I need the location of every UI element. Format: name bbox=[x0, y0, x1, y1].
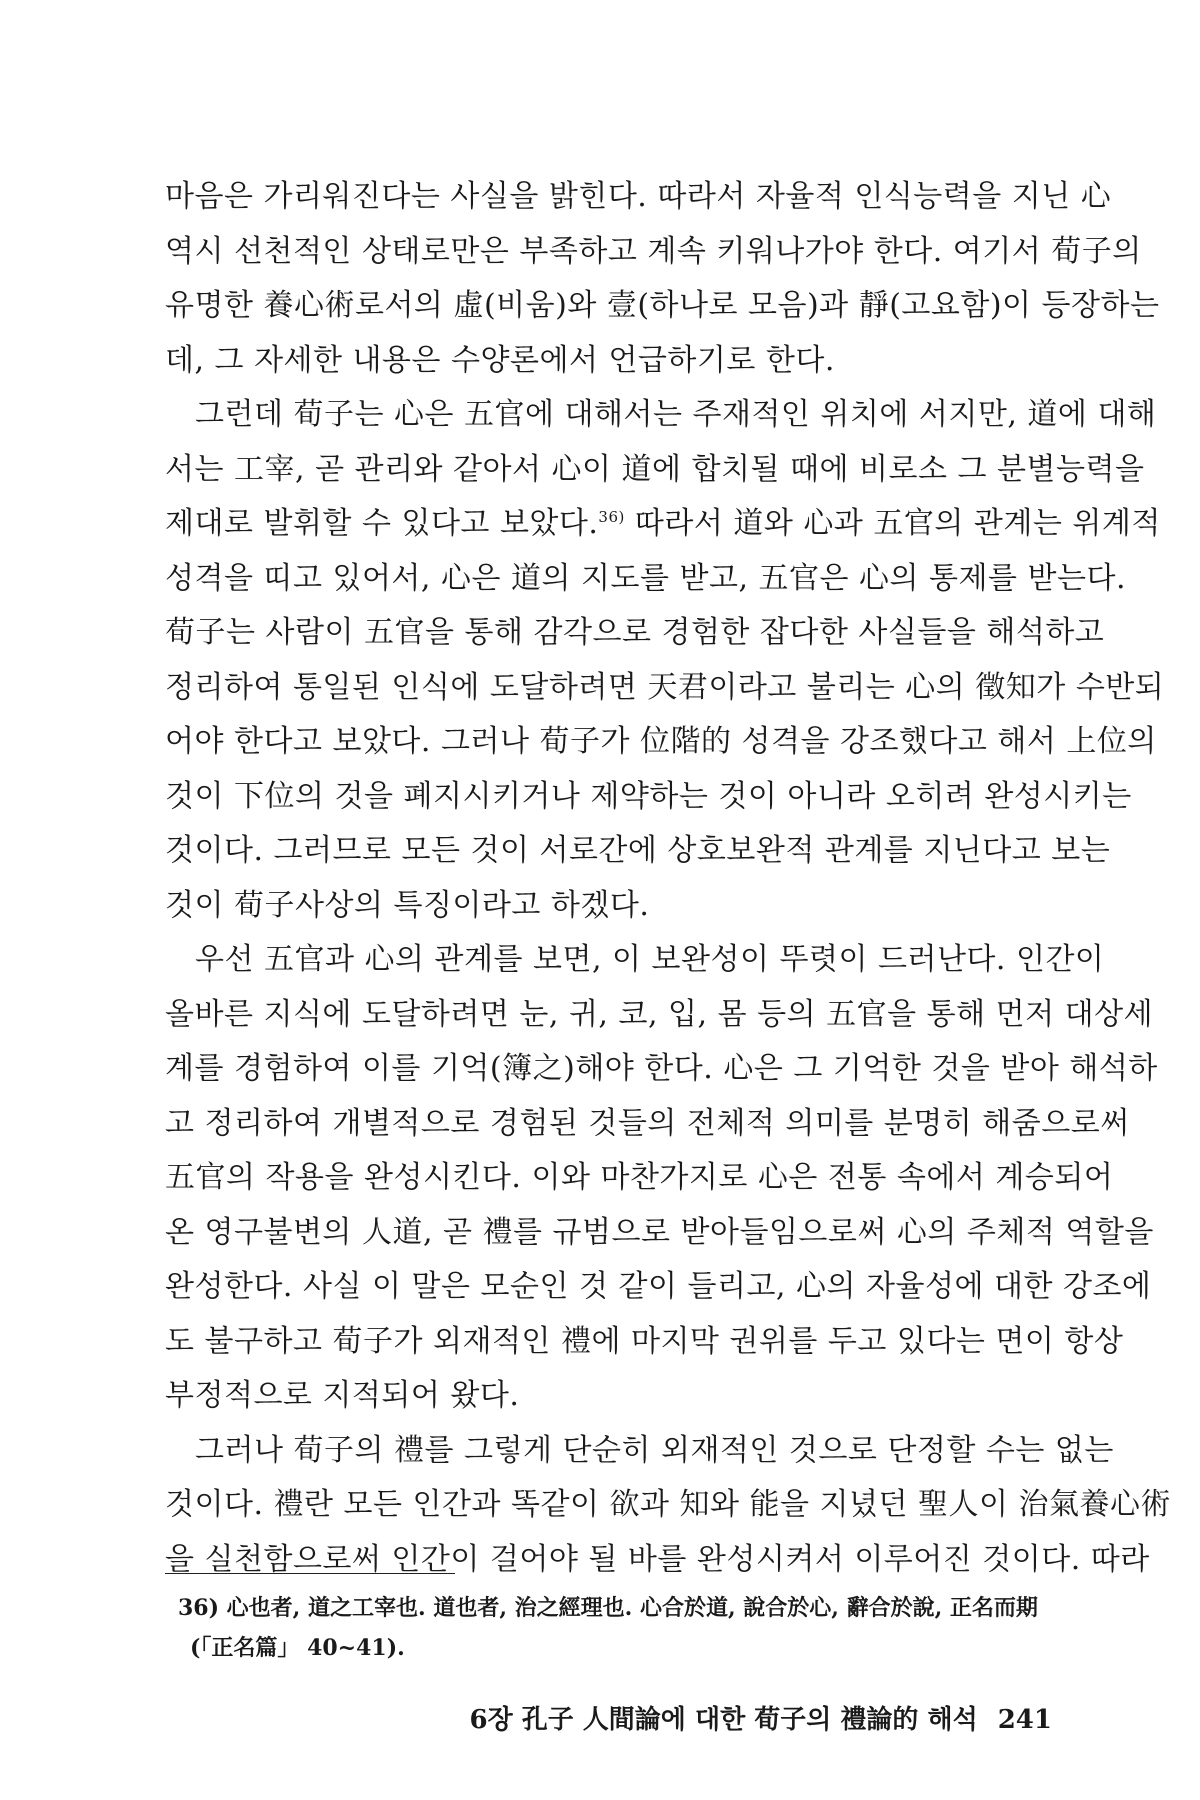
paragraph bbox=[165, 388, 1165, 933]
body-text bbox=[165, 170, 1172, 1587]
text-line: 데, 그 자세한 내용은 수양론에서 언급하기로 한다. bbox=[165, 342, 835, 378]
footnote-divider bbox=[165, 1573, 455, 1574]
text-line-head: 제대로 발휘할 수 있다고 보았다. bbox=[165, 506, 599, 541]
text-line: 부정적으로 지적되어 왔다. bbox=[165, 1378, 520, 1413]
text-line: 荀子는 사람이 五官을 통해 감각으로 경험한 잡다한 사실들을 해석하고 bbox=[165, 615, 1105, 650]
text-line-with-footnote-ref bbox=[165, 497, 1161, 552]
paragraph bbox=[165, 933, 1158, 1424]
paragraph bbox=[165, 170, 1160, 388]
text-line: 올바른 지식에 도달하려면 눈, 귀, 코, 입, 몸 등의 五官을 통해 먼저 대상세 bbox=[165, 996, 1154, 1032]
text-line: 온 영구불변의 人道, 곧 禮를 규범으로 받아들임으로써 心의 주체적 역할을 bbox=[165, 1214, 1154, 1250]
text-line: 것이다. 禮란 모든 인간과 똑같이 欲과 知와 能을 지녔던 聖人이 治氣養心術 bbox=[165, 1487, 1172, 1522]
text-line: 유명한 養心術로서의 虛(비움)와 壹(하나로 모음)과 靜(고요함)이 등장하는 bbox=[165, 288, 1160, 323]
text-line: 어야 한다고 보았다. 그러나 荀子가 位階的 성격을 강조했다고 해서 上位의 bbox=[165, 724, 1157, 759]
paragraph bbox=[165, 1424, 1172, 1588]
text-line: 五官의 작용을 완성시킨다. 이와 마찬가지로 心은 전통 속에서 계승되어 bbox=[165, 1160, 1114, 1195]
footnote-line: (「正名篇」 40~41). bbox=[190, 1635, 405, 1661]
text-line: 것이다. 그러므로 모든 것이 서로간에 상호보완적 관계를 지닌다고 보는 bbox=[165, 833, 1111, 868]
text-line: 고 정리하여 개별적으로 경험된 것들의 전체적 의미를 분명히 해줌으로써 bbox=[165, 1105, 1130, 1141]
text-line-tail: 따라서 道와 心과 五官의 관계는 위계적 bbox=[624, 506, 1161, 541]
footnote bbox=[178, 1588, 1048, 1668]
text-line: 것이 下位의 것을 폐지시키거나 제약하는 것이 아니라 오히려 완성시키는 bbox=[165, 778, 1132, 814]
page-number: 241 bbox=[997, 1705, 1052, 1735]
text-line: 정리하여 통일된 인식에 도달하려면 天君이라고 불리는 心의 徵知가 수반되 bbox=[165, 669, 1165, 705]
text-line: 도 불구하고 荀子가 외재적인 禮에 마지막 권위를 두고 있다는 면이 항상 bbox=[165, 1323, 1124, 1359]
text-line: 우선 五官과 心의 관계를 보면, 이 보완성이 뚜렷이 드러난다. 인간이 bbox=[195, 942, 1105, 977]
text-line: 그러나 荀子의 禮를 그렇게 단순히 외재적인 것으로 단정할 수는 없는 bbox=[195, 1432, 1114, 1468]
text-line: 계를 경험하여 이를 기억(簿之)해야 한다. 心은 그 기억한 것을 받아 해석하 bbox=[165, 1051, 1158, 1086]
running-title: 6장 孔子 人間論에 대한 荀子의 禮論的 해석 bbox=[469, 1705, 978, 1735]
text-line: 것이 荀子사상의 특징이라고 하겠다. bbox=[165, 887, 650, 923]
text-line: 서는 工宰, 곧 관리와 같아서 心이 道에 합치될 때에 비로소 그 분별능력을 bbox=[165, 451, 1145, 487]
text-line: 완성한다. 사실 이 말은 모순인 것 같이 들리고, 心의 자율성에 대한 강조에 bbox=[165, 1269, 1152, 1304]
footnote-line: 36) 心也者, 道之工宰也. 道也者, 治之經理也. 心合於道, 說合於心, 辭合於說, 正名而期 bbox=[178, 1595, 1038, 1621]
footnote-reference[interactable]: 36) bbox=[598, 508, 625, 526]
text-line: 을 실천함으로써 인간이 걸어야 될 바를 완성시켜서 이루어진 것이다. 따라 bbox=[165, 1541, 1150, 1577]
text-line: 그런데 荀子는 心은 五官에 대해서는 주재적인 위치에 서지만, 道에 대해 bbox=[195, 397, 1157, 432]
text-line: 성격을 띠고 있어서, 心은 道의 지도를 받고, 五官은 心의 통제를 받는다. bbox=[165, 560, 1127, 596]
text-line: 역시 선천적인 상태로만은 부족하고 계속 키워나가야 한다. 여기서 荀子의 bbox=[165, 233, 1142, 269]
text-line: 마음은 가리워진다는 사실을 밝힌다. 따라서 자율적 인식능력을 지닌 心 bbox=[165, 179, 1112, 214]
running-footer bbox=[470, 1699, 1053, 1736]
